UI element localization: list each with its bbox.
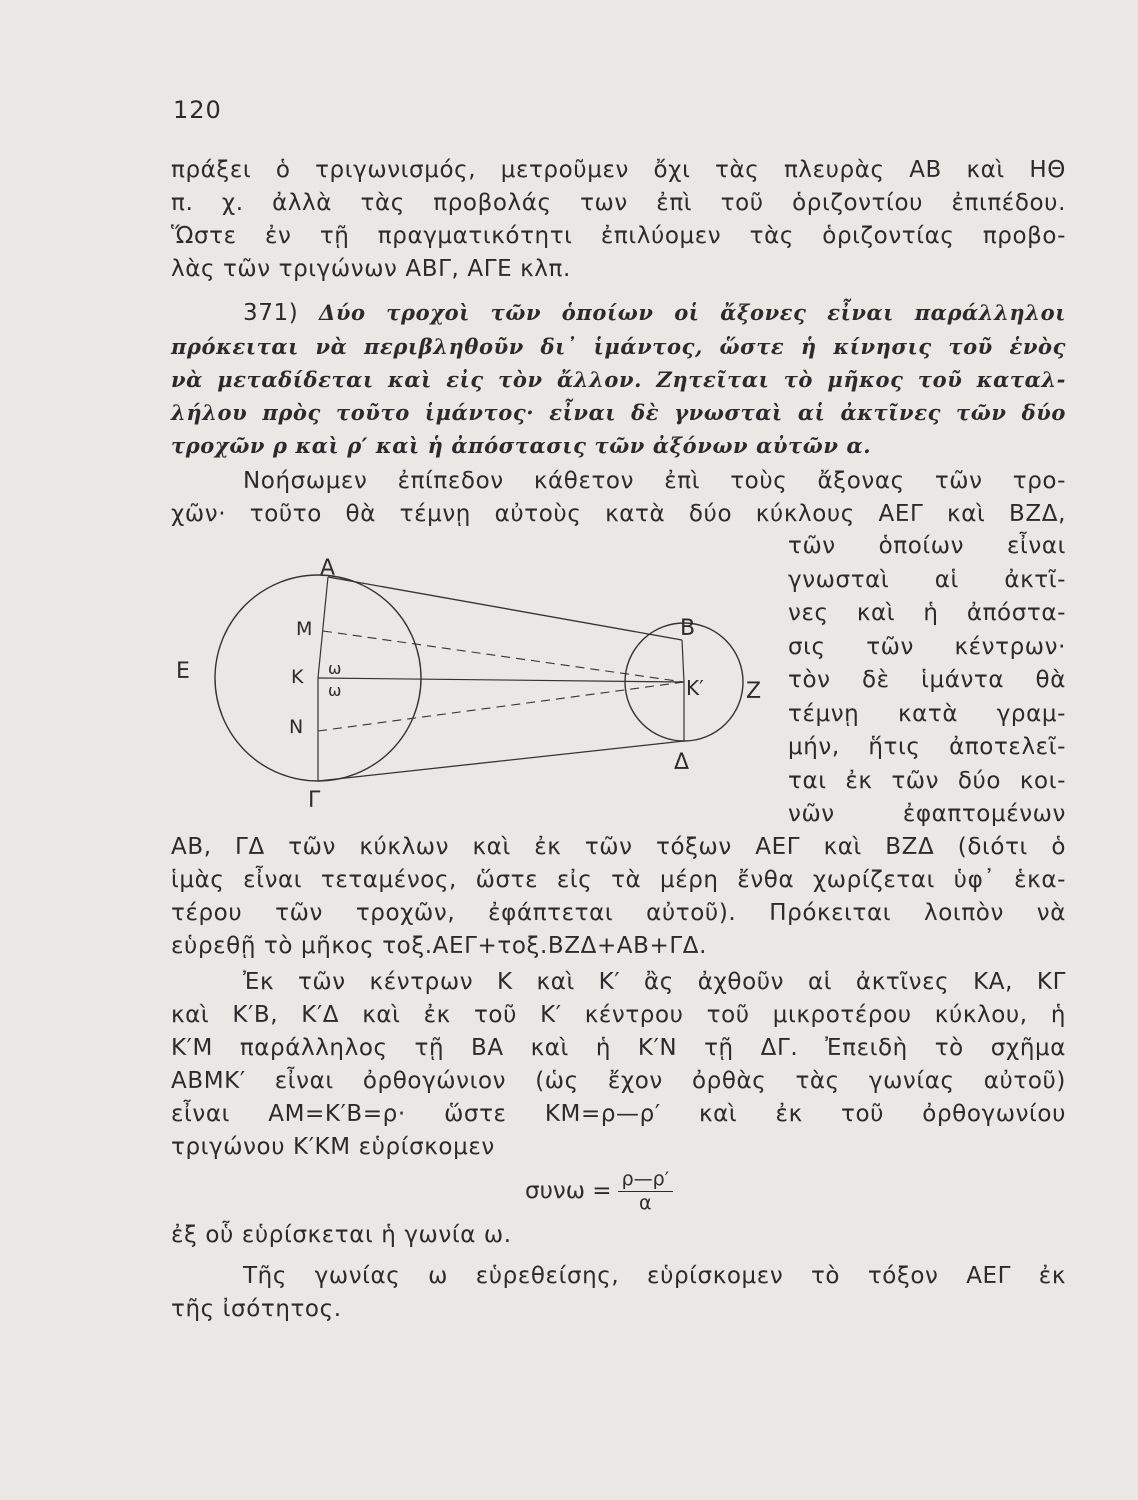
center-line-KK' [318, 678, 684, 682]
label-omega-2: ω [328, 681, 342, 700]
text-line: τῶν ὁποίων εἶναι [788, 533, 1066, 559]
right-column-text [788, 530, 1066, 832]
text-line: νες καὶ ἡ ἀπόστα- [788, 600, 1066, 626]
formula-numerator: ρ—ρ′ [618, 1168, 673, 1192]
label-K-prime: Κ′ [686, 676, 704, 700]
label-Z: Ζ [746, 679, 762, 704]
text-line: μήν, ἥτις ἀποτελεῖ- [788, 734, 1066, 760]
radius-K'B [682, 640, 684, 682]
tangent-GD [318, 741, 684, 781]
formula-lhs: συνω = [525, 1178, 612, 1204]
paragraph-belt [171, 831, 1066, 963]
paragraph-plane [171, 465, 1066, 531]
text-line: σις τῶν κέντρων· [788, 633, 1066, 660]
text-line: τέρου τῶν τροχῶν, ἐφάπτεται αὐτοῦ). Πρόκειται λοιπὸν νὰ [171, 900, 1066, 926]
label-omega-1: ω [328, 659, 342, 678]
text-line: λὰς τῶν τριγώνων ΑΒΓ, ΑΓΕ κλπ. [171, 256, 571, 282]
label-A: Α [320, 556, 336, 581]
radius-KA [318, 577, 328, 678]
text-line: λήλου πρὸς τοῦτο ἱμάντος· εἶναι δὲ γνωσταὶ αἱ ἀκτῖνες τῶν δύο [171, 400, 1066, 425]
text-line: καὶ Κ′Β, Κ′Δ καὶ ἐκ τοῦ Κ′ κέντρου τοῦ μικροτέρου κύκλου, ἡ [171, 1002, 1066, 1028]
label-K: Κ [291, 666, 304, 688]
text-line: ται ἐκ τῶν δύο κοι- [788, 767, 1066, 794]
paragraph-construction [171, 966, 1066, 1164]
label-B: Β [680, 616, 696, 641]
paragraph-angle [171, 1219, 1066, 1252]
text-line: ἱμὰς εἶναι τεταμένος, ὥστε εἰς τὰ μέρη ἔνθα χωρίζεται ὑφ᾽ ἑκα- [171, 867, 1066, 893]
cosine-formula [525, 1168, 673, 1214]
problem-statement [171, 296, 1066, 462]
text-line: νὰ μεταδίδεται καὶ εἰς τὸν ἄλλον. Ζητεῖται τὸ μῆκος τοῦ καταλ- [171, 367, 1066, 392]
text-line: Κ′Μ παράλληλος τῇ ΒΑ καὶ ἡ Κ′Ν τῇ ΔΓ. Ἐπειδὴ τὸ σχῆμα [171, 1035, 1066, 1061]
text-line: ἐξ οὗ εὑρίσκεται ἡ γωνία ω. [171, 1222, 512, 1248]
tangent-AB [328, 577, 682, 640]
belt-pulley-diagram [168, 555, 778, 820]
formula-denominator: α [639, 1192, 652, 1214]
text-line: τῆς ἰσότητος. [171, 1296, 342, 1322]
text-line: χῶν· τοῦτο θὰ τέμνῃ αὐτοὺς κατὰ δύο κύκλους ΑΕΓ καὶ ΒΖΔ, [171, 501, 1066, 527]
text-line: τὸν δὲ ἱμάντα θὰ [788, 667, 1066, 693]
text-line: Ὥστε ἐν τῇ πραγματικότητι ἐπιλύομεν τὰς ὁριζοντίας προβο- [171, 223, 1066, 249]
dashed-K'M [323, 631, 684, 682]
text-line: Νοήσωμεν ἐπίπεδον κάθετον ἐπὶ τοὺς ἄξονας τῶν τρο- [243, 468, 1066, 494]
text-line: π. χ. ἀλλὰ τὰς προβολάς των ἐπὶ τοῦ ὁριζοντίου ἐπιπέδου. [171, 190, 1066, 216]
text-line: πρόκειται νὰ περιβληθοῦν δι᾽ ἱμάντος, ὥστε ἡ κίνησις τοῦ ἑνὸς [171, 334, 1066, 359]
label-M: Μ [296, 618, 313, 640]
text-line: εἶναι ΑΜ=Κ′Β=ρ· ὥστε ΚΜ=ρ—ρ′ καὶ ἐκ τοῦ ὀρθογωνίου [171, 1101, 1066, 1127]
text-line: τροχῶν ρ καὶ ρ′ καὶ ἡ ἀπόστασις τῶν ἀξόνων αὐτῶν α. [171, 433, 872, 458]
paragraph-intro [171, 154, 1066, 286]
text-line: εὑρεθῇ τὸ μῆκος τοξ.ΑΕΓ+τοξ.ΒΖΔ+ΑΒ+ΓΔ. [171, 933, 708, 959]
paragraph-arc [171, 1260, 1066, 1326]
text-line: τέμνῃ κατὰ γραμ- [788, 700, 1066, 727]
label-D: Δ [674, 750, 690, 775]
text-line: τριγώνου Κ′ΚΜ εὑρίσκομεν [171, 1134, 495, 1160]
text-line: Τῆς γωνίας ω εὑρεθείσης, εὑρίσκομεν τὸ τόξον ΑΕΓ ἐκ [243, 1263, 1066, 1289]
text-line: νῶν ἐφαπτομένων [788, 801, 1066, 827]
problem-text: Δύο τροχοὶ τῶν ὁποίων οἱ ἄξονες εἶναι παράλληλοι [318, 300, 1066, 325]
page-number: 120 [173, 96, 222, 124]
formula-fraction [618, 1168, 673, 1214]
text-line: Ἐκ τῶν κέντρων Κ καὶ Κ′ ἂς ἀχθοῦν αἱ ἀκτῖνες ΚΑ, ΚΓ [243, 969, 1066, 995]
text-line: ΑΒΜΚ′ εἶναι ὀρθογώνιον (ὡς ἔχον ὀρθὰς τὰς γωνίας αὐτοῦ) [171, 1068, 1066, 1094]
dashed-K'N [318, 682, 684, 731]
text-line: πράξει ὁ τριγωνισμός, μετροῦμεν ὄχι τὰς πλευρὰς ΑΒ καὶ ΗΘ [171, 157, 1066, 183]
text-line [171, 296, 1066, 330]
text-line: γνωσταὶ αἱ ἀκτῖ- [788, 566, 1066, 593]
label-E: Ε [176, 659, 190, 684]
text-line: ΑΒ, ΓΔ τῶν κύκλων καὶ ἐκ τῶν τόξων ΑΕΓ καὶ ΒΖΔ (διότι ὁ [171, 834, 1066, 860]
label-N: Ν [289, 716, 304, 738]
problem-number: 371) [243, 300, 299, 326]
label-G: Γ [308, 788, 321, 813]
